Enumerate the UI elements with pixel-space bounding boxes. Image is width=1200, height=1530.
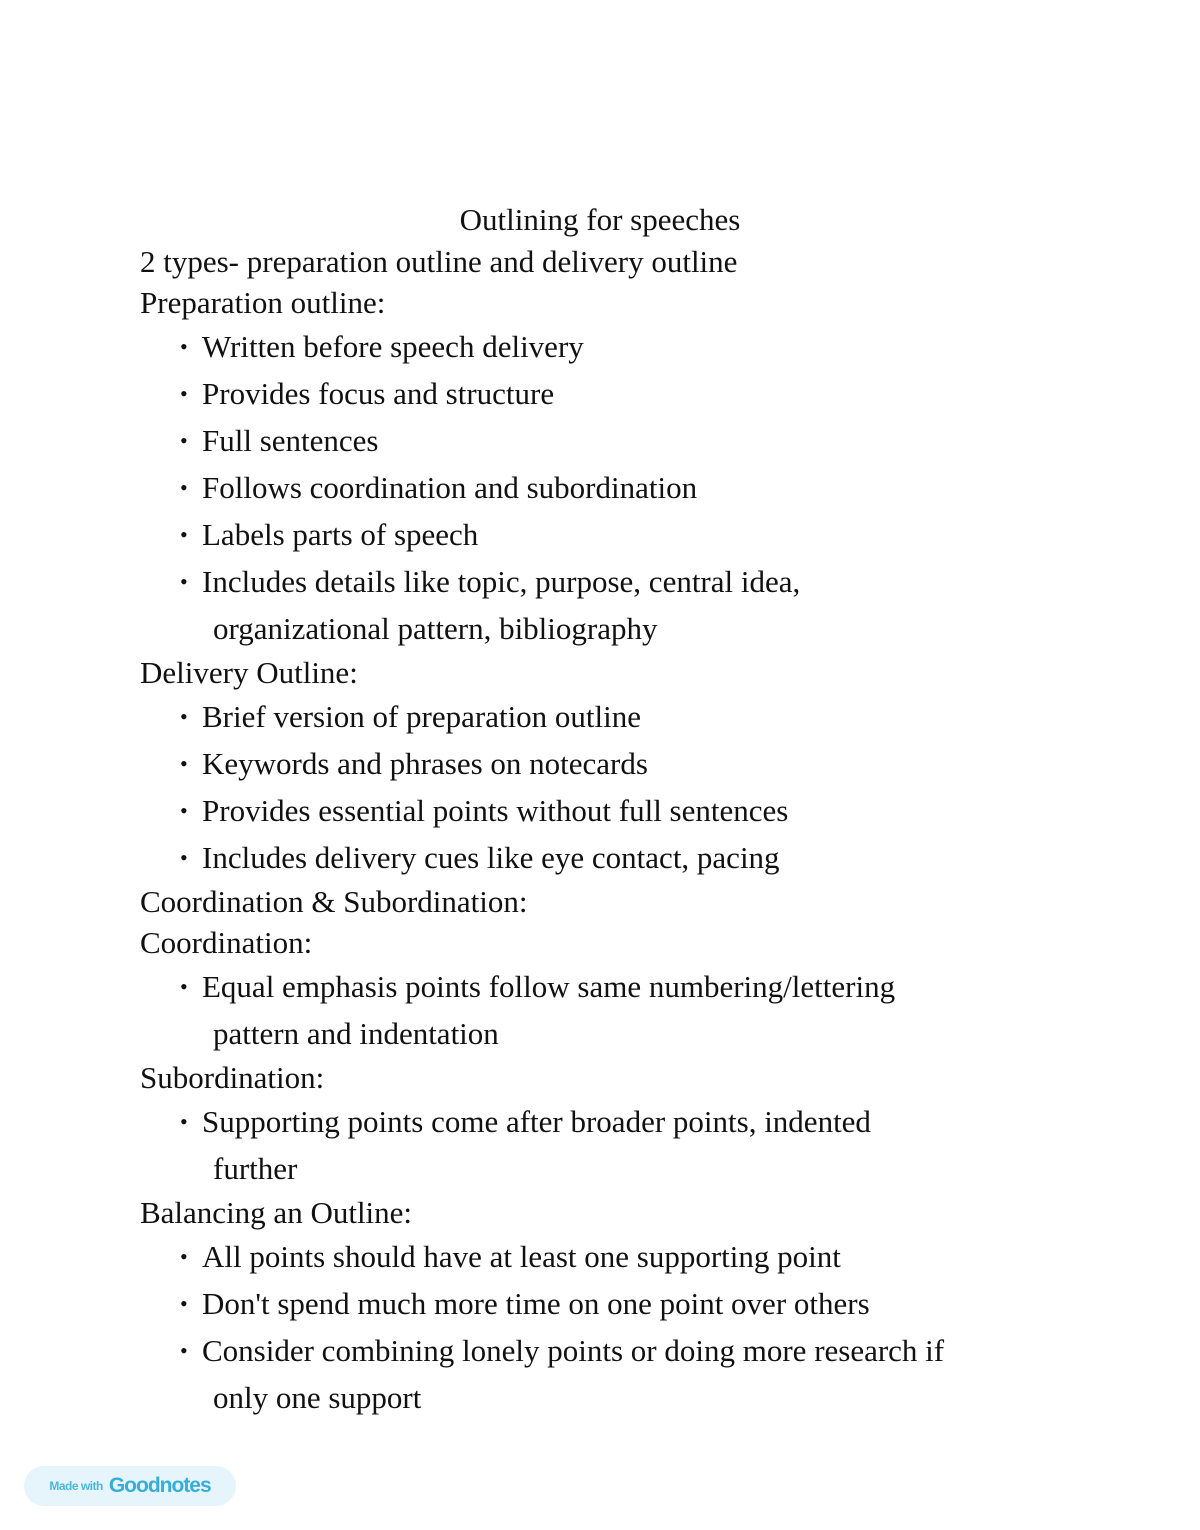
section-heading-preparation: Preparation outline: bbox=[140, 285, 386, 320]
list-item bbox=[140, 1280, 1100, 1327]
section-heading-balancing: Balancing an Outline: bbox=[140, 1195, 413, 1230]
list-item-text: Don't spend much more time on one point over others bbox=[202, 1286, 870, 1321]
bullet-icon: • bbox=[180, 845, 188, 870]
list-item-text: Labels parts of speech bbox=[202, 517, 479, 552]
bullet-icon: • bbox=[180, 334, 188, 359]
bullet-icon: • bbox=[180, 522, 188, 547]
list-item bbox=[140, 558, 1100, 652]
section-heading-coord-sub: Coordination & Subordination: bbox=[140, 884, 528, 919]
list-item bbox=[140, 693, 1100, 740]
list-item-text: Provides essential points without full sentences bbox=[202, 793, 789, 828]
bullet-list-balancing bbox=[140, 1233, 1100, 1421]
list-item bbox=[140, 1233, 1100, 1280]
list-item bbox=[140, 464, 1100, 511]
bullet-icon: • bbox=[180, 1109, 188, 1134]
goodnotes-logo: Goodnotes bbox=[108, 1474, 211, 1497]
note-body bbox=[140, 241, 1100, 1421]
section-heading-coordination: Coordination: bbox=[140, 925, 313, 960]
bullet-icon: • bbox=[180, 1244, 188, 1269]
list-item-continuation: pattern and indentation bbox=[213, 1016, 499, 1051]
list-item-text: Consider combining lonely points or doing more research if bbox=[202, 1333, 945, 1368]
list-item-text: Equal emphasis points follow same numbering/lettering bbox=[202, 969, 896, 1004]
bullet-icon: • bbox=[180, 704, 188, 729]
bullet-icon: • bbox=[180, 1338, 188, 1363]
bullet-list-delivery bbox=[140, 693, 1100, 881]
bullet-list-preparation bbox=[140, 323, 1100, 652]
list-item-text: All points should have at least one supporting point bbox=[202, 1239, 841, 1274]
list-item-continuation: organizational pattern, bibliography bbox=[213, 611, 658, 646]
bullet-icon: • bbox=[180, 475, 188, 500]
bullet-list-subordination bbox=[140, 1098, 1100, 1192]
list-item-text: Includes delivery cues like eye contact, pacing bbox=[202, 840, 780, 875]
list-item-text: Provides focus and structure bbox=[202, 376, 555, 411]
bullet-icon: • bbox=[180, 569, 188, 594]
goodnotes-badge[interactable] bbox=[24, 1466, 236, 1506]
bullet-icon: • bbox=[180, 974, 188, 999]
bullet-icon: • bbox=[180, 428, 188, 453]
list-item bbox=[140, 323, 1100, 370]
list-item-text: Written before speech delivery bbox=[202, 329, 584, 364]
list-item-text: Full sentences bbox=[202, 423, 379, 458]
list-item bbox=[140, 787, 1100, 834]
list-item bbox=[140, 1098, 1100, 1192]
bullet-icon: • bbox=[180, 751, 188, 776]
intro-line: 2 types- preparation outline and delivery outline bbox=[140, 244, 738, 279]
list-item-text: Follows coordination and subordination bbox=[202, 470, 698, 505]
list-item bbox=[140, 834, 1100, 881]
section-heading-subordination: Subordination: bbox=[140, 1060, 325, 1095]
list-item-continuation: further bbox=[213, 1151, 298, 1186]
list-item bbox=[140, 740, 1100, 787]
list-item-text: Includes details like topic, purpose, central idea, bbox=[202, 564, 801, 599]
section-heading-delivery: Delivery Outline: bbox=[140, 655, 358, 690]
list-item bbox=[140, 511, 1100, 558]
list-item-continuation: only one support bbox=[213, 1380, 422, 1415]
list-item-text: Supporting points come after broader points, indented bbox=[202, 1104, 871, 1139]
bullet-icon: • bbox=[180, 381, 188, 406]
made-with-label: Made with bbox=[49, 1479, 103, 1493]
page-title: Outlining for speeches bbox=[459, 202, 741, 237]
list-item-text: Brief version of preparation outline bbox=[202, 699, 642, 734]
list-item bbox=[140, 963, 1100, 1057]
bullet-list-coordination bbox=[140, 963, 1100, 1057]
bullet-icon: • bbox=[180, 798, 188, 823]
list-item bbox=[140, 370, 1100, 417]
list-item bbox=[140, 417, 1100, 464]
bullet-icon: • bbox=[180, 1291, 188, 1316]
list-item-text: Keywords and phrases on notecards bbox=[202, 746, 648, 781]
list-item bbox=[140, 1327, 1100, 1421]
